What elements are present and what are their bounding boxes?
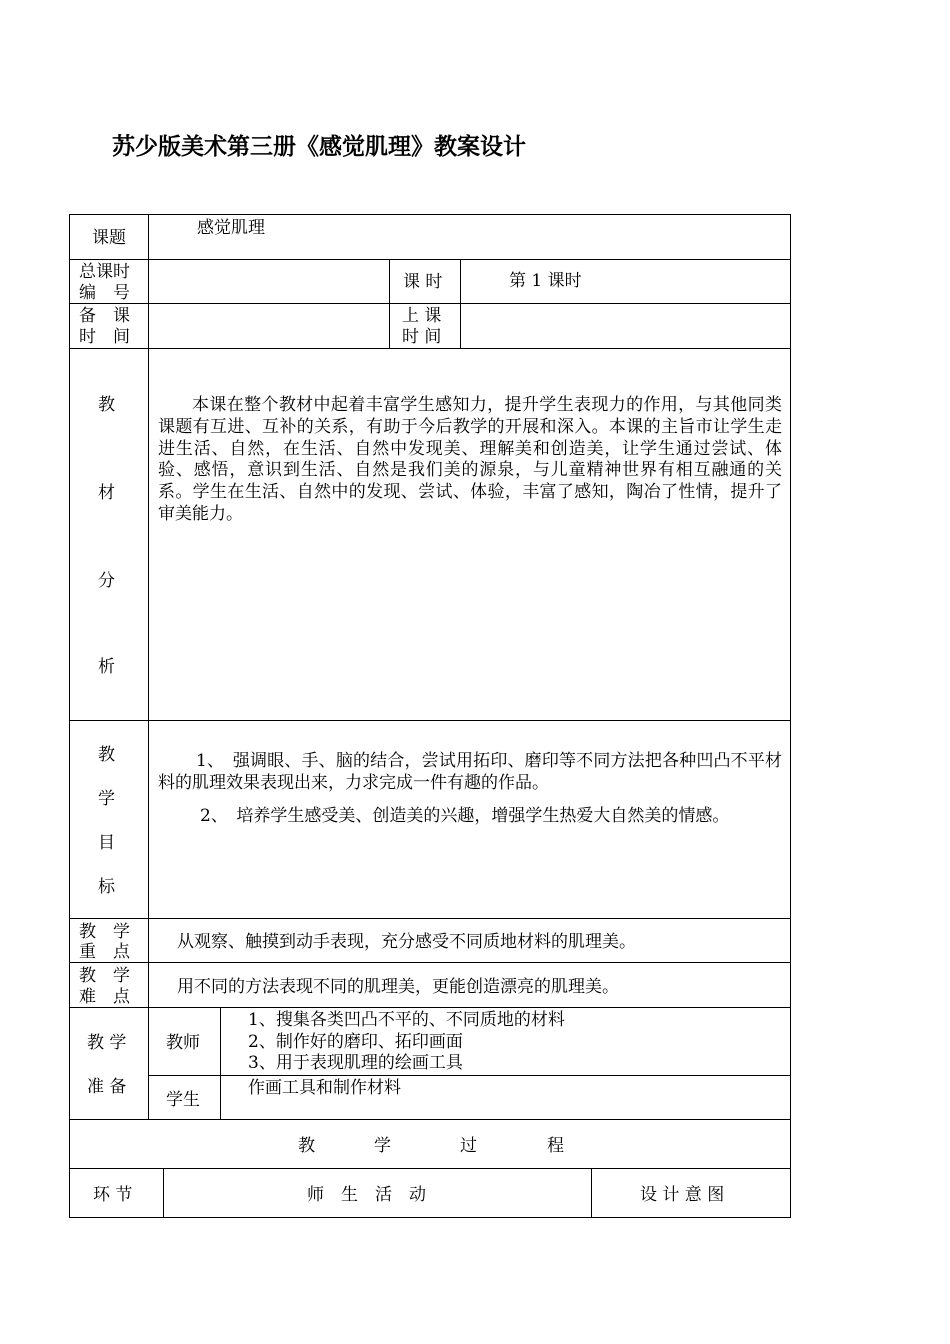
process-heading-char: 学 bbox=[374, 1136, 391, 1156]
process-heading-char: 过 bbox=[460, 1136, 477, 1156]
material-analysis-label-char: 教 bbox=[98, 395, 115, 415]
total-hours-label: 总课时 bbox=[79, 262, 130, 282]
process-heading-char: 程 bbox=[547, 1136, 564, 1156]
difficulties-label-2: 难 点 bbox=[79, 987, 130, 1007]
topic-label: 课题 bbox=[92, 228, 126, 248]
topic-value: 感觉肌理 bbox=[197, 218, 265, 238]
material-analysis-text: 本课在整个教材中起着丰富学生感知力，提升学生表现力的作用，与其他同类课题有互进、互补的关系，有助于今后教学的开展和深入。本课的主旨市让学生走进生活、自然，在生活、自然中发现美、理解美和创造美，让学生通过尝试、体验、感悟，意识到生活、自然是我们美的源泉，与儿童精神世界有相互融通的关系。学生在生活、自然中的发现、尝试、体验，丰富了感知，陶冶了性情，提升了审美能力。 bbox=[158, 395, 782, 524]
material-analysis-label-char: 析 bbox=[98, 657, 115, 677]
class-time-label: 上 课 bbox=[402, 306, 442, 326]
teaching-goals-label-char: 学 bbox=[98, 789, 115, 809]
teaching-goal-1: 1、 强调眼、手、脑的结合，尝试用拓印、磨印等不同方法把各种凹凸不平材料的肌理效果表现出来，力求完成一件有趣的作品。 bbox=[158, 751, 782, 793]
material-analysis-label-char: 分 bbox=[98, 571, 115, 591]
teaching-goals-label-char: 目 bbox=[98, 833, 115, 853]
key-points-label: 教 学 bbox=[79, 922, 130, 942]
teacher-label: 教师 bbox=[166, 1033, 200, 1053]
page-title: 苏少版美术第三册《感觉肌理》教案设计 bbox=[112, 134, 526, 160]
teacher-item: 1、搜集各类凹凸不平的、不同质地的材料 bbox=[248, 1010, 565, 1030]
difficulties-value: 用不同的方法表现不同的肌理美，更能创造漂亮的肌理美。 bbox=[177, 977, 619, 997]
teacher-item: 2、制作好的磨印、拓印画面 bbox=[248, 1032, 463, 1052]
student-label: 学生 bbox=[166, 1090, 200, 1110]
activity-column-header: 师 生 活 动 bbox=[307, 1185, 426, 1205]
teaching-goal-2: 2、 培养学生感受美、创造美的兴趣，增强学生热爱大自然美的情感。 bbox=[200, 806, 730, 826]
difficulties-label: 教 学 bbox=[79, 966, 130, 986]
key-points-value: 从观察、触摸到动手表现，充分感受不同质地材料的肌理美。 bbox=[177, 932, 636, 952]
process-heading-char: 教 bbox=[298, 1136, 315, 1156]
prep-time-label: 备 课 bbox=[79, 306, 130, 326]
preparation-label-2: 准 备 bbox=[87, 1077, 127, 1097]
preparation-label: 教 学 bbox=[87, 1033, 127, 1053]
prep-time-label-2: 时 间 bbox=[79, 327, 130, 347]
student-value: 作画工具和制作材料 bbox=[248, 1078, 401, 1098]
serial-number-label: 编 号 bbox=[79, 283, 130, 303]
material-analysis-label-char: 材 bbox=[98, 483, 115, 503]
lesson-label: 课 时 bbox=[403, 272, 443, 292]
key-points-label-2: 重 点 bbox=[79, 942, 130, 962]
teaching-goals-label-char: 标 bbox=[98, 877, 115, 897]
teaching-goals-label-char: 教 bbox=[98, 745, 115, 765]
intent-column-header: 设 计 意 图 bbox=[640, 1185, 725, 1205]
teacher-item: 3、用于表现肌理的绘画工具 bbox=[248, 1053, 463, 1073]
stage-column-header: 环 节 bbox=[93, 1185, 133, 1205]
class-time-label-2: 时 间 bbox=[402, 327, 442, 347]
lesson-value: 第 1 课时 bbox=[509, 271, 582, 291]
